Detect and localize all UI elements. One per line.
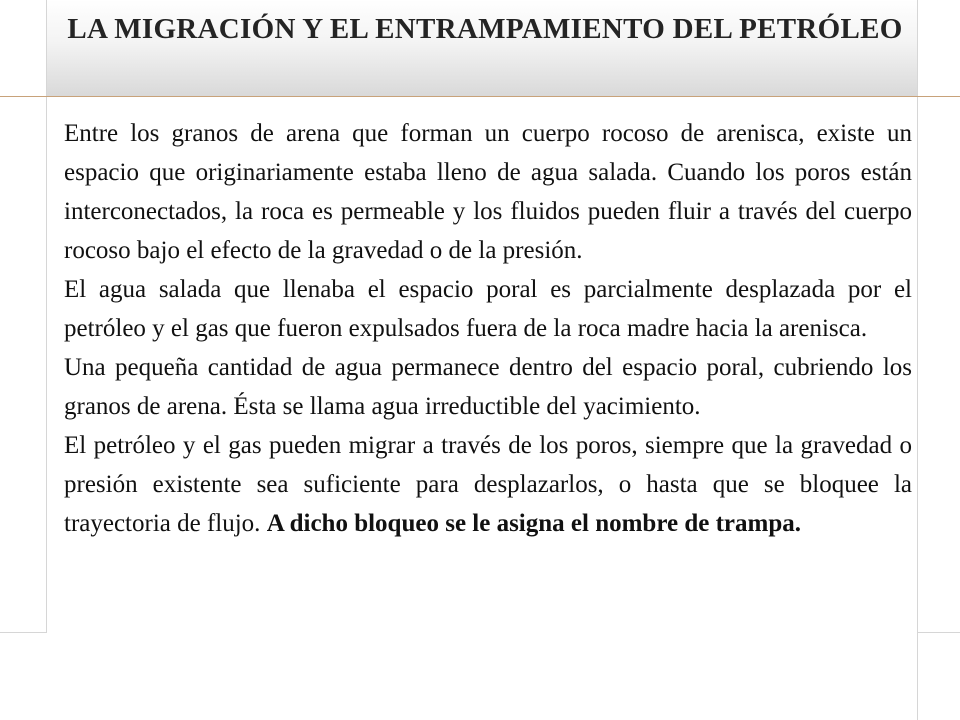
title-divider [0,96,960,97]
paragraph-4-bold-text: A dicho bloqueo se le asigna el nombre de trampa. [266,510,801,537]
paragraph-3: Una pequeña cantidad de agua permanece dentro del espacio poral, cubriendo los granos de arena. Ésta se llama agua irreductible del yacimiento. [64,354,912,420]
slide-title: LA MIGRACIÓN Y EL ENTRAMPAMIENTO DEL PETRÓLEO [67,13,903,45]
bottom-left-divider [0,632,47,633]
paragraph-4 [64,426,912,543]
paragraph-2: El agua salada que llenaba el espacio poral es parcialmente desplazada por el petróleo y el gas que fueron expulsados fuera de la roca madre hacia la arenisca. [64,276,912,342]
right-divider [917,0,918,720]
paragraph-4-text: El petróleo y el gas pueden migrar a través de los poros, siempre que la gravedad o presión existente sea suficiente para desplazarlos, o hasta que se bloquee la trayectoria de flujo. [64,432,912,537]
paragraph-1: Entre los granos de arena que forman un cuerpo rocoso de arenisca, existe un espacio que originariamente estaba lleno de agua salada. Cuando los poros están interconectados, la roca es permeable y los fluidos pueden fluir a través del cuerpo rocoso bajo el efecto de la gravedad o de la presión. [64,120,912,264]
left-divider [46,0,47,632]
slide-body [64,114,912,543]
bottom-right-divider [917,632,960,633]
